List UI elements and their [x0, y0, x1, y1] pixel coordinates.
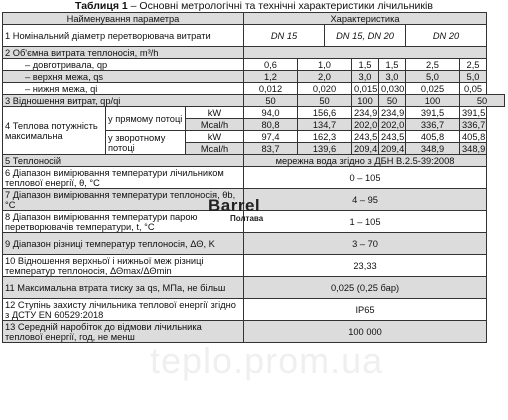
power-row-value: 139,6	[298, 143, 352, 155]
row-11-value: 0,025 (0,25 бар)	[244, 277, 487, 299]
power-row-value: 209,4	[352, 143, 379, 155]
row-8-label: 8 Діапазон вимірювання температури парою перетворювачів температури, t, °C	[3, 211, 244, 233]
row-4-label: 4 Теплова потужність максимальна	[3, 107, 106, 155]
power-row	[3, 107, 505, 119]
power-row-value: 202,0	[352, 119, 379, 131]
power-row-value: 243,5	[352, 131, 379, 143]
flow-row-value: 2,5	[460, 59, 487, 71]
power-row-unit: Mcal/h	[186, 143, 244, 155]
row-10-value: 23,33	[244, 255, 487, 277]
flow-row-value: 5,0	[460, 71, 487, 83]
specs-table	[2, 12, 505, 343]
row-3-v2: 100	[352, 95, 379, 107]
row-3-v1: 50	[298, 95, 352, 107]
flow-row	[3, 71, 505, 83]
watermark-logo: Barrel	[208, 196, 261, 215]
row-9-label: 9 Діапазон різниці температур теплоносія, ΔΘ, K	[3, 233, 244, 255]
power-row-value: 162,3	[298, 131, 352, 143]
row-9	[3, 233, 505, 255]
row-2-empty	[244, 47, 487, 59]
power-row-value: 134,7	[298, 119, 352, 131]
caption-text: – Основні метрологічні та технічні характеристики лічильників	[127, 0, 433, 12]
flow-row-value: 0,025	[406, 83, 460, 95]
flow-row-value: 3,0	[352, 71, 379, 83]
flow-row	[3, 59, 505, 71]
row-3-v0: 50	[244, 95, 298, 107]
power-row-value: 336,7	[406, 119, 460, 131]
row-6-label: 6 Діапазон вимірювання температури лічильником теплової енергії, θ, °C	[3, 167, 244, 189]
row-2-label: 2 Об'ємна витрата теплоносія, m³/h	[3, 47, 244, 59]
power-row-value: 391,5	[460, 107, 487, 119]
power-row-value: 391,5	[406, 107, 460, 119]
power-row-unit: kW	[186, 107, 244, 119]
flow-row-value: 0,020	[298, 83, 352, 95]
row-12-label: 12 Ступінь захисту лічильника теплової енергії згідно з ДСТУ EN 60529:2018	[3, 299, 244, 321]
row-3-label: 3 Відношення витрат, qp/qi	[3, 95, 244, 107]
row-1-label: 1 Номінальний діаметр перетворювача витрати	[3, 25, 244, 47]
header-param: Найменування параметра	[3, 13, 244, 25]
power-row-value: 202,0	[379, 119, 406, 131]
row-3-v4: 100	[406, 95, 460, 107]
row-1-dn15-20: DN 15, DN 20	[325, 25, 406, 47]
power-row-value: 97,4	[244, 131, 298, 143]
row-10	[3, 255, 505, 277]
flow-row-label: – верхня межа, qs	[3, 71, 244, 83]
power-row-value: 234,9	[352, 107, 379, 119]
row-6	[3, 167, 505, 189]
flow-row	[3, 83, 505, 95]
caption-number: Таблиця 1	[75, 0, 128, 12]
row-2	[3, 47, 505, 59]
header-row	[3, 13, 505, 25]
row-12-value: IP65	[244, 299, 487, 321]
flow-row-value: 1,5	[379, 59, 406, 71]
power-row-value: 83,7	[244, 143, 298, 155]
power-row-value: 156,6	[298, 107, 352, 119]
flow-row-value: 0,05	[460, 83, 487, 95]
header-characteristic: Характеристика	[244, 13, 487, 25]
row-3-v3: 50	[379, 95, 406, 107]
row-1-dn15: DN 15	[244, 25, 325, 47]
flow-row-value: 1,0	[298, 59, 352, 71]
power-row-value: 94,0	[244, 107, 298, 119]
row-10-label: 10 Відношення верхньої і нижньої меж різниці температур теплоносія, ΔΘmax/ΔΘmin	[3, 255, 244, 277]
table-caption	[0, 0, 508, 12]
flow-row-label: – нижня межа, qi	[3, 83, 244, 95]
power-row-value: 348,9	[406, 143, 460, 155]
power-row-value: 243,5	[379, 131, 406, 143]
power-row-unit: kW	[186, 131, 244, 143]
row-5-value: мережна вода згідно з ДБН В.2.5-39:2008	[244, 155, 487, 167]
flow-row-value: 5,0	[406, 71, 460, 83]
row-11-label: 11 Максимальна втрата тиску за qs, МПа, не більш	[3, 277, 244, 299]
watermark-site: teplo.prom.ua	[150, 340, 384, 381]
flow-row-value: 1,5	[352, 59, 379, 71]
flow-row-value: 0,012	[244, 83, 298, 95]
row-12	[3, 299, 505, 321]
row-7-value: 4 – 95	[244, 189, 487, 211]
row-1	[3, 25, 505, 47]
power-row-value: 348,9	[460, 143, 487, 155]
row-7-label: 7 Діапазон вимірювання температури теплоносія, θb, °C	[3, 189, 244, 211]
power-row-value: 336,7	[460, 119, 487, 131]
watermark-logo-sub: Полтава	[230, 214, 264, 223]
flow-row-value: 2,5	[406, 59, 460, 71]
row-11	[3, 277, 505, 299]
row-6-value: 0 – 105	[244, 167, 487, 189]
row-5-label: 5 Теплоносій	[3, 155, 244, 167]
power-row-value: 405,8	[406, 131, 460, 143]
row-3	[3, 95, 505, 107]
power-row-value: 80,8	[244, 119, 298, 131]
power-row-value: 209,4	[379, 143, 406, 155]
flow-row-value: 2,0	[298, 71, 352, 83]
row-9-value: 3 – 70	[244, 233, 487, 255]
flow-row-label: – довготривала, qp	[3, 59, 244, 71]
flow-row-value: 0,015	[352, 83, 379, 95]
row-4-forward: у прямому потоці	[106, 107, 186, 131]
row-13-value: 100 000	[244, 321, 487, 343]
row-13-label: 13 Середній наробіток до відмови лічильника теплової енергії, год, не менш	[3, 321, 244, 343]
row-5	[3, 155, 505, 167]
row-3-v5: 50	[460, 95, 505, 107]
row-1-dn20: DN 20	[406, 25, 487, 47]
flow-row-value: 0,6	[244, 59, 298, 71]
flow-row-value: 1,2	[244, 71, 298, 83]
row-4-reverse: у зворотному потоці	[106, 131, 186, 155]
power-row-unit: Mcal/h	[186, 119, 244, 131]
flow-row-value: 3,0	[379, 71, 406, 83]
flow-row-value: 0,030	[379, 83, 406, 95]
power-row-value: 234,9	[379, 107, 406, 119]
power-row-value: 405,8	[460, 131, 487, 143]
row-8-value: 1 – 105	[244, 211, 487, 233]
